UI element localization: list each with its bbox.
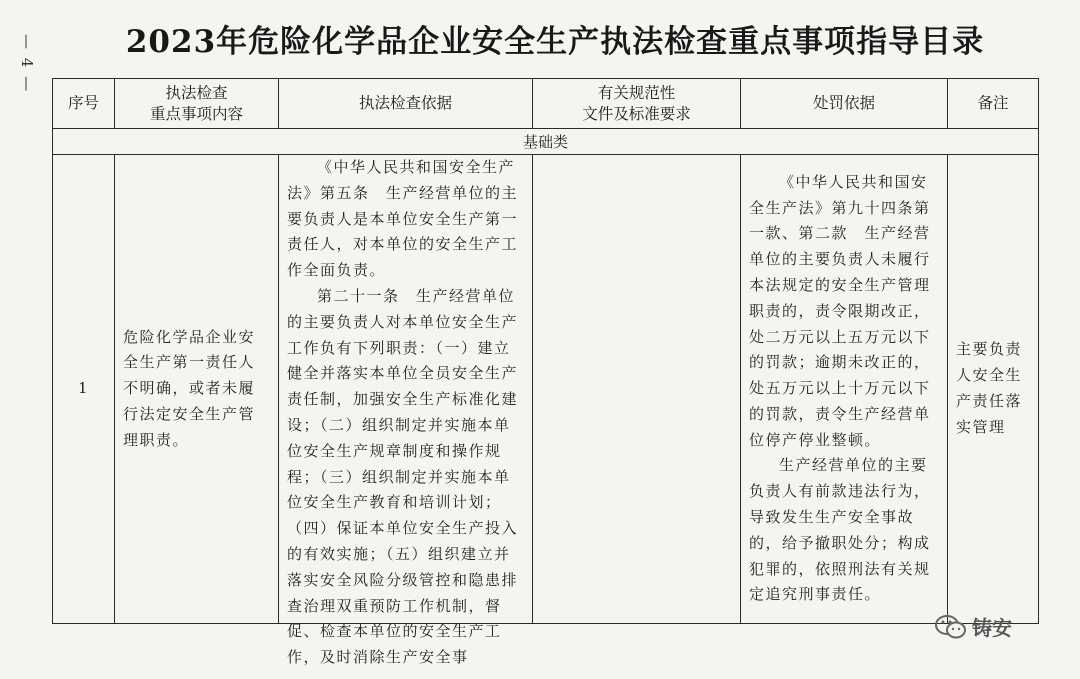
basis-paragraph-1: 《中华人民共和国安全生产法》第五条 生产经营单位的主要负责人是本单位安全生产第一责任人，对本单位的安全生产工作全面负责。: [287, 158, 519, 280]
page-number: — 4 —: [18, 34, 36, 94]
header-standards-line1: 有关规范性: [597, 83, 676, 102]
row-standards: [533, 155, 741, 624]
header-standards-line2: 文件及标准要求: [582, 104, 691, 123]
header-item: [115, 79, 279, 129]
category-row: [53, 129, 1039, 155]
header-item-line2: 重点事项内容: [149, 104, 243, 123]
watermark-text: 铸安: [972, 616, 1012, 640]
penalty-paragraph-1: 《中华人民共和国安全生产法》第九十四条第一款、第二款 生产经营单位的主要负责人未履行本法规定的安全生产管理职责的，责令限期改正，处二万元以上五万元以下的罚款；逾期未改正的，处五万元以上十万元以下的罚款，责令生产经营单位停产停业整顿。: [749, 172, 931, 449]
category-label: 基础类: [53, 129, 1039, 155]
penalty-paragraph-2: 生产经营单位的主要负责人有前款违法行为，导致发生生产安全事故的，给予撤职处分；构成犯罪的，依照刑法有关规定追究刑事责任。: [749, 456, 931, 604]
table-header-row: [53, 79, 1039, 129]
header-note: 备注: [948, 79, 1039, 129]
watermark: [934, 612, 1012, 641]
header-item-line1: 执法检查: [165, 83, 228, 102]
row-seq: 1: [53, 155, 115, 624]
page-title: 2023年危险化学品企业安全生产执法检查重点事项指导目录: [125, 24, 985, 60]
row-item-content: 危险化学品企业安全生产第一责任人不明确，或者未履行法定安全生产管理职责。: [115, 155, 279, 624]
header-penalty: 处罚依据: [741, 79, 948, 129]
row-basis: [279, 155, 533, 667]
header-basis: 执法检查依据: [279, 79, 533, 129]
table-row: [53, 155, 1039, 624]
header-standards: [533, 79, 741, 129]
wechat-icon: [934, 613, 968, 641]
row-penalty: [741, 155, 948, 624]
header-seq: 序号: [53, 79, 115, 129]
basis-paragraph-2: 第二十一条 生产经营单位的主要负责人对本单位安全生产工作负有下列职责：（一）建立健全并落实本单位全员安全生产责任制，加强安全生产标准化建设；（二）组织制定并实施本单位安全生产规章制度和操作规程；（三）组织制定并实施本单位安全生产教育和培训计划；（四）保证本单位安全生产投入的有效实施；（五）组织建立并落实安全风险分级管控和隐患排查治理双重预防工作机制，督促、检查本单位的安全生产工作，及时消除生产安全事: [287, 286, 519, 667]
row-note: 主要负责人安全生产责任落实管理: [948, 155, 1039, 624]
